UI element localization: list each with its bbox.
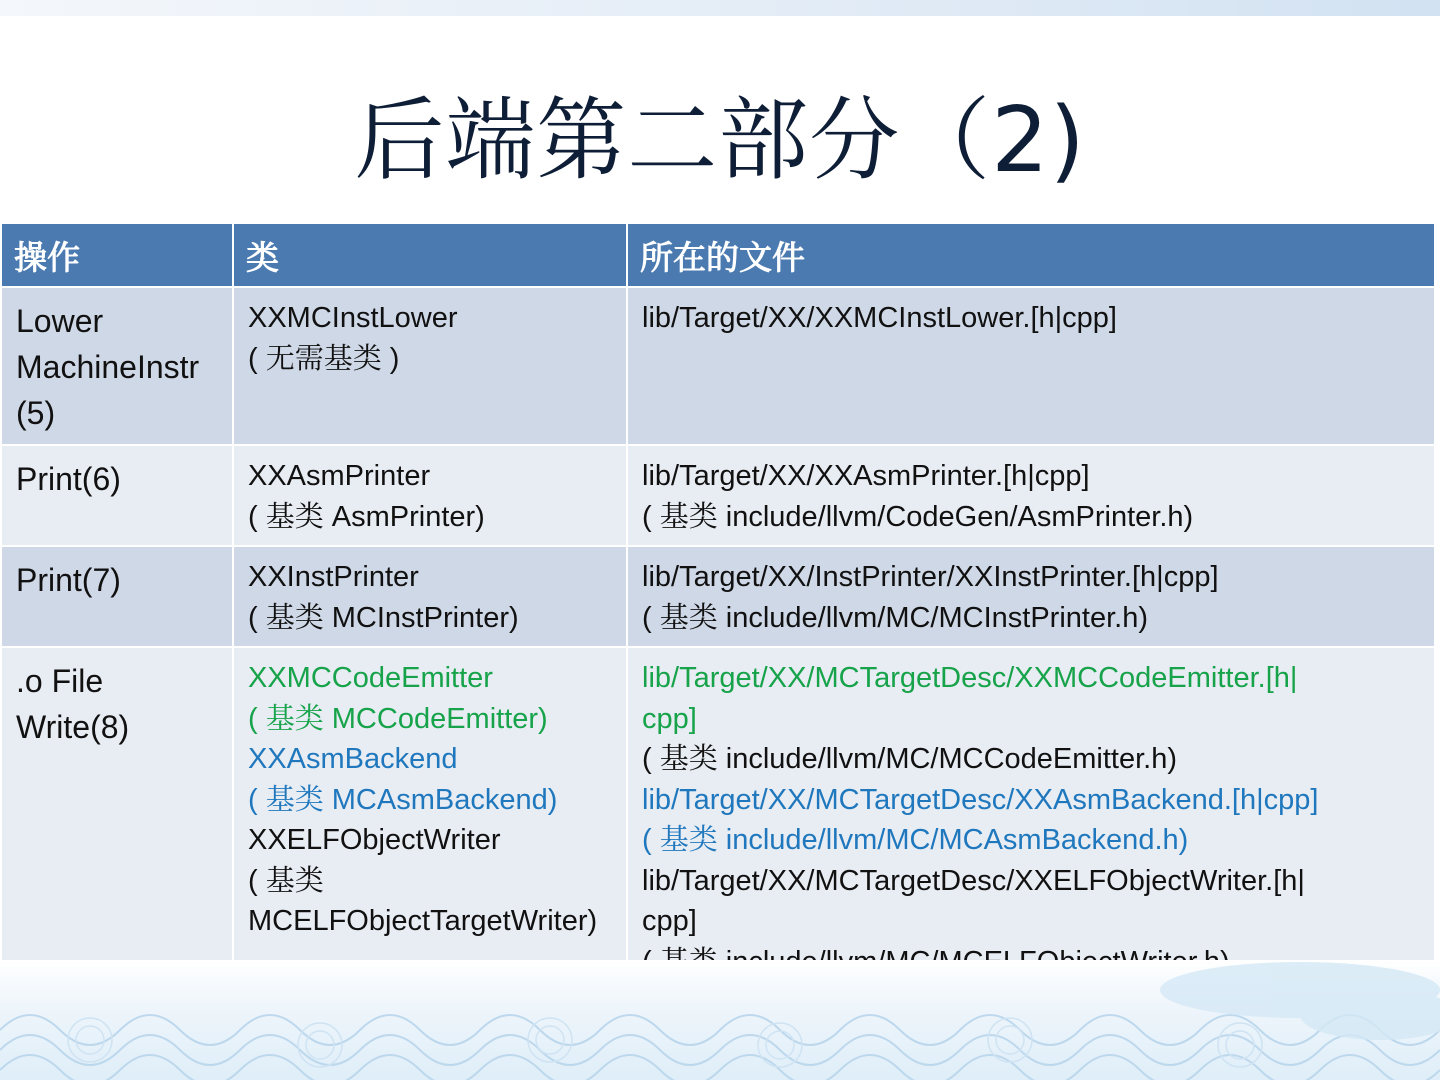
class-cell <box>233 647 627 991</box>
base-file-path: ( 基类 include/llvm/MC/MCAsmBackend.h) <box>642 824 1189 856</box>
table-row <box>1 647 1435 991</box>
file-path: lib/Target/XX/InstPrinter/XXInstPrinter.[h|cpp] <box>642 561 1219 593</box>
class-name: XXInstPrinter <box>248 561 419 593</box>
file-path: lib/Target/XX/XXAsmPrinter.[h|cpp] <box>642 460 1090 492</box>
file-path: cpp] <box>642 905 697 937</box>
class-name: XXAsmPrinter <box>248 460 431 492</box>
class-cell <box>233 546 627 647</box>
operation-cell <box>1 647 233 991</box>
header-operation: 操作 <box>1 223 233 287</box>
operation-text: Write(8) <box>16 709 130 745</box>
base-class-note: ( 基类 MCAsmBackend) <box>248 783 558 816</box>
file-cell <box>627 647 1435 991</box>
header-class: 类 <box>233 223 627 287</box>
top-decorative-strip <box>0 0 1440 16</box>
table-row <box>1 287 1435 445</box>
base-class-note: MCELFObjectTargetWriter) <box>248 905 598 937</box>
header-file: 所在的文件 <box>627 223 1435 287</box>
operation-text: .o File <box>16 663 104 699</box>
operation-cell <box>1 287 233 445</box>
file-path: lib/Target/XX/MCTargetDesc/XXMCCodeEmitter.[h| <box>642 662 1298 694</box>
operation-cell <box>1 445 233 546</box>
decorative-wave-band <box>0 960 1440 1080</box>
base-class-note: ( 基类 MCInstPrinter) <box>248 601 519 634</box>
file-cell <box>627 546 1435 647</box>
class-cell <box>233 445 627 546</box>
file-path: lib/Target/XX/MCTargetDesc/XXELFObjectWriter.[h| <box>642 864 1305 897</box>
class-name: XXAsmBackend <box>248 743 458 775</box>
base-class-note: ( 基类 <box>248 864 324 897</box>
table-header-row <box>1 223 1435 287</box>
operation-text: (5) <box>16 395 56 431</box>
base-file-path: ( 基类 include/llvm/MC/MCCodeEmitter.h) <box>642 743 1177 775</box>
table-row <box>1 546 1435 647</box>
base-file-path: ( 基类 include/llvm/CodeGen/AsmPrinter.h) <box>642 500 1194 533</box>
file-path: cpp] <box>642 702 697 735</box>
operation-text: Lower <box>16 303 104 339</box>
class-name: XXMCCodeEmitter <box>248 662 493 694</box>
slide-title: 后端第二部分（2) <box>354 88 1086 193</box>
wave-pattern-icon <box>0 960 1440 1080</box>
class-name: XXMCInstLower <box>248 302 458 334</box>
file-path: lib/Target/XX/MCTargetDesc/XXAsmBackend.[h|cpp] <box>642 783 1319 816</box>
operation-cell <box>1 546 233 647</box>
class-file-table <box>0 222 1436 992</box>
table-row <box>1 445 1435 546</box>
operation-text: MachineInstr <box>16 349 200 385</box>
base-class-note: ( 基类 AsmPrinter) <box>248 500 485 533</box>
base-class-note: ( 基类 MCCodeEmitter) <box>248 702 548 735</box>
file-path: lib/Target/XX/XXMCInstLower.[h|cpp] <box>642 302 1117 334</box>
class-name: XXELFObjectWriter <box>248 824 501 856</box>
class-cell <box>233 287 627 445</box>
file-cell <box>627 287 1435 445</box>
base-file-path: ( 基类 include/llvm/MC/MCInstPrinter.h) <box>642 601 1148 634</box>
base-class-note: ( 无需基类 ) <box>248 342 400 375</box>
operation-text: Print(7) <box>16 562 121 598</box>
operation-text: Print(6) <box>16 461 121 497</box>
file-cell <box>627 445 1435 546</box>
